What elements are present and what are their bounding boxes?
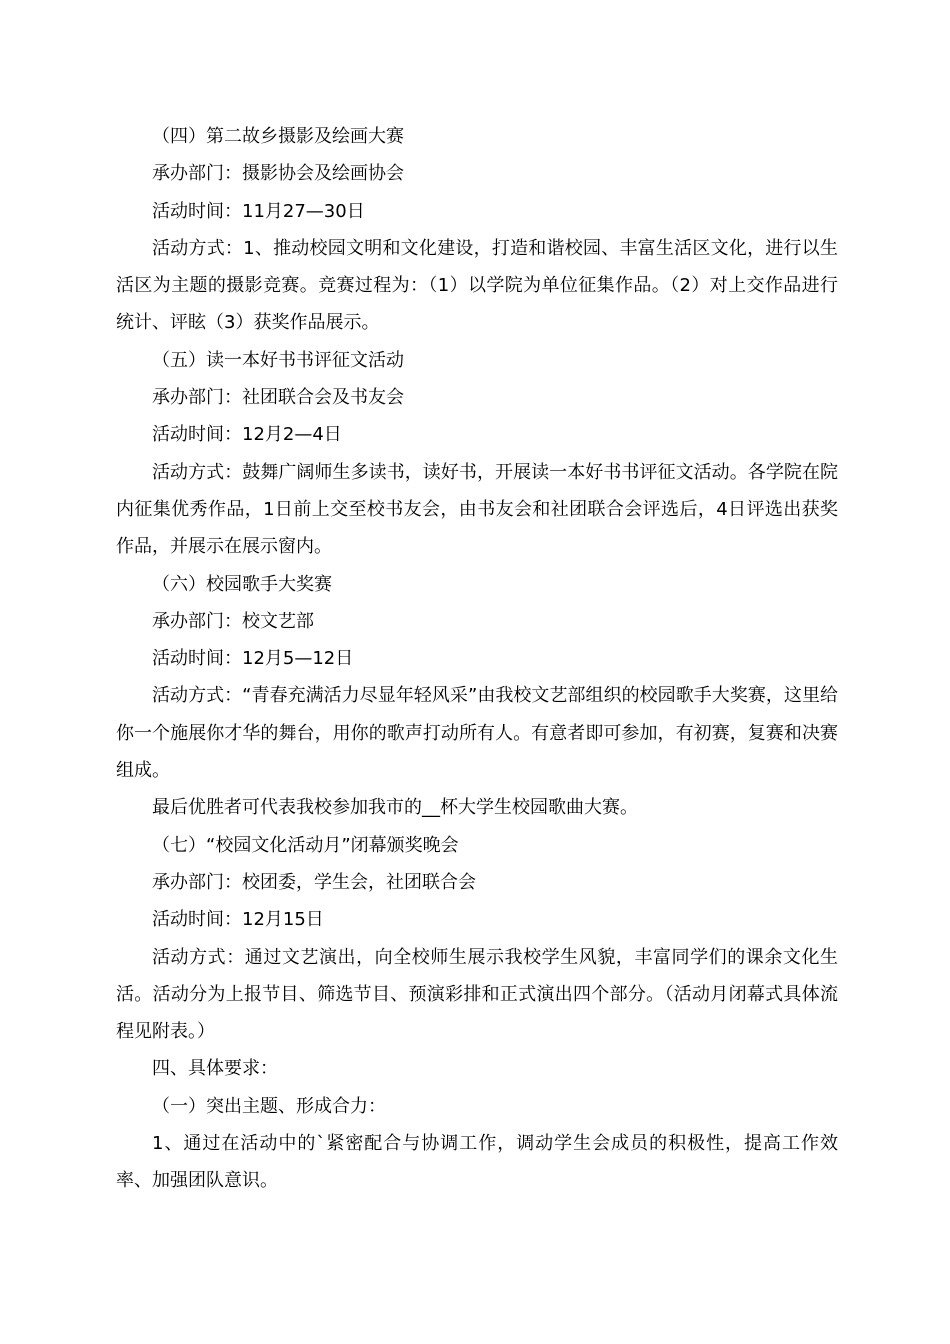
method-paragraph: 活动方式：“青春充满活力尽显年轻风采”由我校文艺部组织的校园歌手大奖赛，这里给你一个施展你才华的舞台，用你的歌声打动所有人。有意者即可参加，有初赛，复赛和决赛组成。 — [116, 685, 838, 782]
document-body — [116, 118, 838, 1200]
organizer-line: 承办部门：社团联合会及书友会 — [152, 387, 404, 409]
section-heading-7: （七）“校园文化活动月”闭幕颁奖晚会 — [152, 834, 459, 856]
method-paragraph: 活动方式：鼓舞广阔师生多读书，读好书，开展读一本好书书评征文活动。各学院在院内征集优秀作品，1日前上交至校书友会，由书友会和社团联合会评选后，4日评选出获奖作品，并展示在展示窗内。 — [116, 461, 838, 558]
time-line: 活动时间：12月2—4日 — [152, 424, 342, 446]
subsection-heading: （一）突出主题、形成合力： — [152, 1095, 386, 1117]
section-heading-5: （五）读一本好书书评征文活动 — [152, 349, 404, 371]
section-heading-4: （四）第二故乡摄影及绘画大赛 — [152, 126, 404, 147]
organizer-line: 承办部门：校团委，学生会，社团联合会 — [152, 871, 476, 893]
time-line: 活动时间：12月5—12日 — [152, 648, 354, 670]
method-paragraph: 活动方式：通过文艺演出，向全校师生展示我校学生风貌，丰富同学们的课余文化生活。活动分为上报节目、筛选节目、预演彩排和正式演出四个部分。（活动月闭幕式具体流程见附表。） — [116, 946, 838, 1043]
body-paragraph: 最后优胜者可代表我校参加我市的__杯大学生校园歌曲大赛。 — [152, 797, 638, 819]
organizer-line: 承办部门：校文艺部 — [152, 610, 314, 632]
method-paragraph: 活动方式：1、推动校园文明和文化建设，打造和谐校园、丰富生活区文化，进行以生活区为主题的摄影竞赛。竞赛过程为：（1）以学院为单位征集作品。（2）对上交作品进行统计、评眩（3）获奖作品展示。 — [116, 237, 838, 334]
body-paragraph: 1、通过在活动中的`紧密配合与协调工作，调动学生会成员的积极性，提高工作效率、加强团队意识。 — [116, 1133, 838, 1192]
chapter-heading: 四、具体要求： — [152, 1058, 278, 1080]
time-line: 活动时间：12月15日 — [152, 909, 324, 931]
section-heading-6: （六）校园歌手大奖赛 — [152, 573, 332, 595]
time-line: 活动时间：11月27—30日 — [152, 200, 365, 222]
organizer-line: 承办部门：摄影协会及绘画协会 — [152, 163, 404, 185]
